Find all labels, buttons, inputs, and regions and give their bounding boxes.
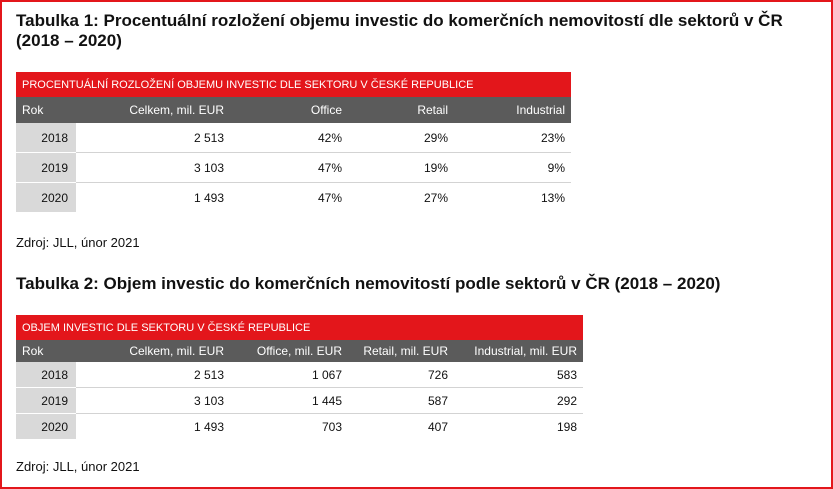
office-cell: 47%	[317, 190, 342, 205]
table-row	[16, 362, 583, 388]
total-cell: 2 513	[76, 123, 230, 153]
retail-cell: 19%	[348, 153, 454, 183]
table-row	[16, 414, 583, 440]
table1-header-retail: Retail	[348, 97, 454, 123]
year-cell: 2020	[16, 183, 76, 213]
table-row	[16, 183, 571, 213]
total-cell: 3 103	[76, 388, 230, 414]
industrial-cell: 198	[556, 419, 577, 434]
table1-source: Zdroj: JLL, únor 2021	[16, 235, 140, 250]
total-cell: 1 493	[193, 419, 224, 434]
table2-caption: OBJEM INVESTIC DLE SEKTORU V ČESKÉ REPUBLICE	[16, 315, 583, 340]
total-cell: 2 513	[76, 362, 230, 388]
industrial-cell: 583	[454, 362, 583, 388]
industrial-cell: 292	[454, 388, 583, 414]
table-row	[16, 153, 571, 183]
table2-header-total: Celkem, mil. EUR	[76, 340, 230, 362]
year-cell: 2020	[16, 414, 76, 440]
retail-cell: 27%	[423, 190, 448, 205]
table1-header-total: Celkem, mil. EUR	[76, 97, 230, 123]
table2-title: Tabulka 2: Objem investic do komerčních nemovitostí podle sektorů v ČR (2018 – 2020)	[16, 274, 721, 293]
table2-header-retail: Retail, mil. EUR	[348, 340, 454, 362]
retail-cell: 587	[348, 388, 454, 414]
industrial-cell: 9%	[454, 153, 571, 183]
total-cell: 3 103	[76, 153, 230, 183]
table1-header-industrial: Industrial	[454, 97, 571, 123]
table1	[16, 72, 571, 212]
retail-cell: 29%	[348, 123, 454, 153]
table2-header-year: Rok	[16, 340, 76, 362]
office-cell: 1 067	[230, 362, 348, 388]
retail-cell: 726	[348, 362, 454, 388]
year-cell: 2019	[16, 388, 76, 414]
table1-header-year: Rok	[16, 97, 76, 123]
table1-title: Tabulka 1: Procentuální rozložení objemu investic do komerčních nemovitostí dle sektorů v ČR (2018 – 2020)	[16, 11, 783, 50]
year-cell: 2019	[16, 153, 76, 183]
industrial-cell: 13%	[540, 190, 565, 205]
table-row	[16, 123, 571, 153]
year-cell: 2018	[16, 123, 76, 153]
table2	[16, 315, 583, 439]
table2-header-industrial: Industrial, mil. EUR	[454, 340, 583, 362]
office-cell: 47%	[230, 153, 348, 183]
industrial-cell: 23%	[454, 123, 571, 153]
total-cell: 1 493	[193, 190, 224, 205]
office-cell: 703	[321, 419, 342, 434]
table-row	[16, 388, 583, 414]
table2-header-office: Office, mil. EUR	[230, 340, 348, 362]
table2-source: Zdroj: JLL, únor 2021	[16, 459, 140, 474]
table1-header-office: Office	[230, 97, 348, 123]
office-cell: 1 445	[230, 388, 348, 414]
office-cell: 42%	[230, 123, 348, 153]
retail-cell: 407	[427, 419, 448, 434]
year-cell: 2018	[16, 362, 76, 388]
table1-caption: PROCENTUÁLNÍ ROZLOŽENÍ OBJEMU INVESTIC DLE SEKTORU V ČESKÉ REPUBLICE	[16, 72, 571, 97]
